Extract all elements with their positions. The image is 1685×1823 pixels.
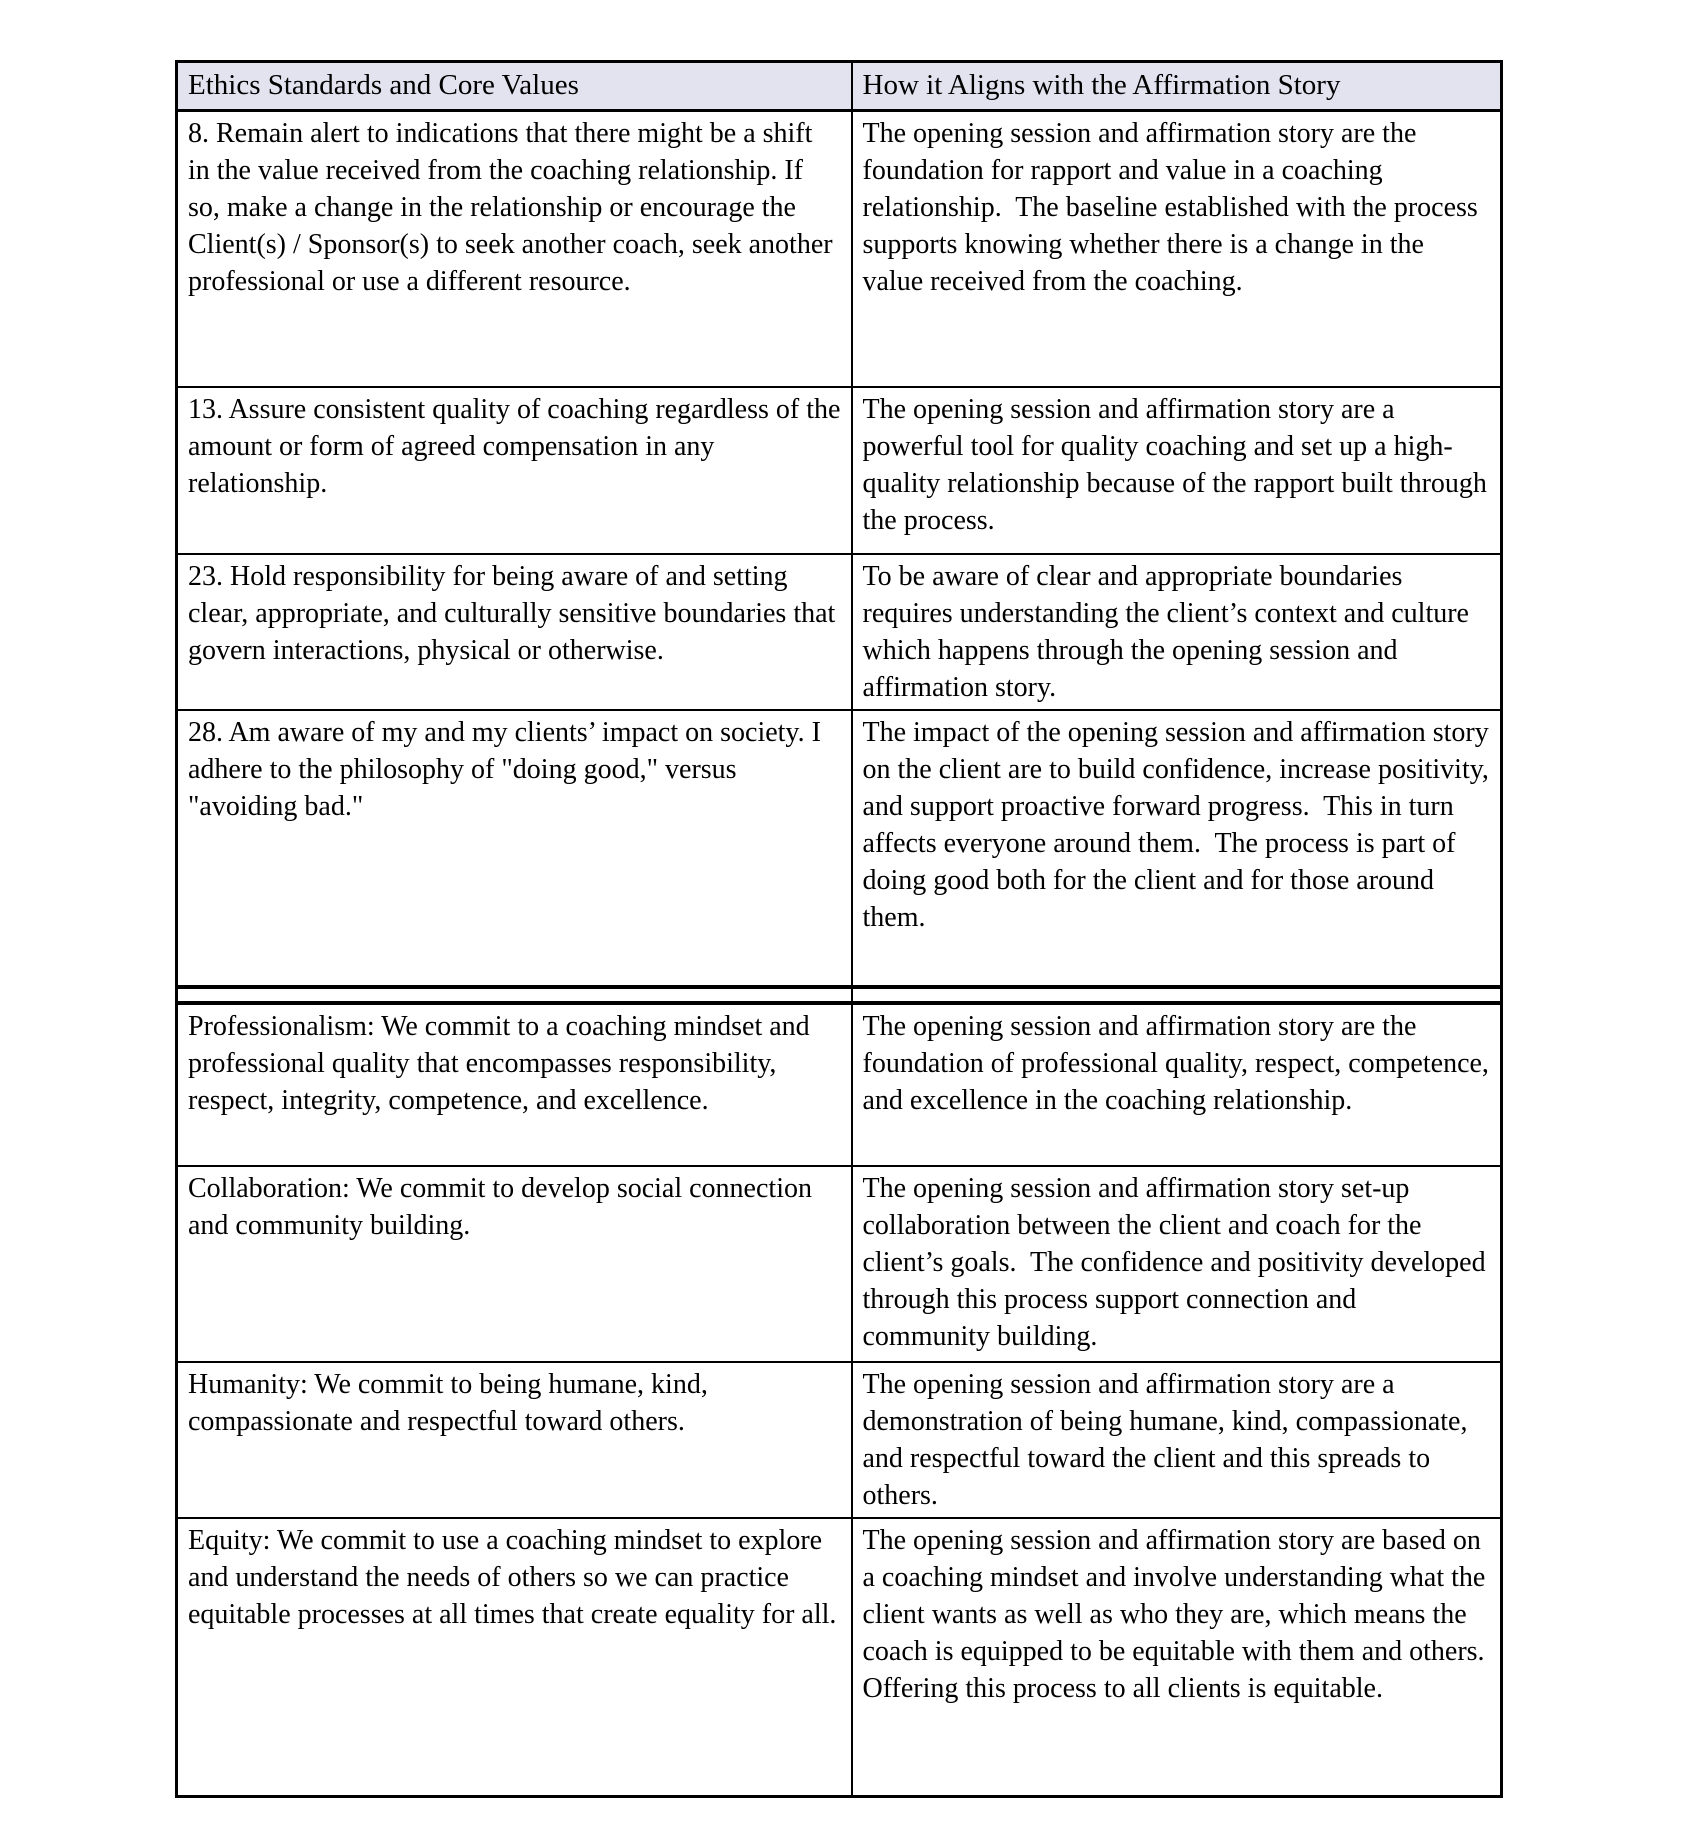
- alignment-cell: The opening session and affirmation story are a demonstration of being humane, kind, compassionate, and respectful toward the client and this spreads to others.: [852, 1362, 1502, 1518]
- alignment-cell: The opening session and affirmation story are based on a coaching mindset and involve understanding what the client wants as well as who they are, which means the coach is equipped to be equitable with them and others. Offering this process to all clients is equitable.: [852, 1518, 1502, 1797]
- alignment-cell: The opening session and affirmation story set-up collaboration between the client and coach for the client’s goals. The confidence and positivity developed through this process support connection and community building.: [852, 1166, 1502, 1362]
- alignment-cell: To be aware of clear and appropriate boundaries requires understanding the client’s context and culture which happens through the opening session and affirmation story.: [852, 554, 1502, 710]
- table-row: [177, 1518, 1502, 1797]
- alignment-cell: The opening session and affirmation story are a powerful tool for quality coaching and set up a high-quality relationship because of the rapport built through the process.: [852, 387, 1502, 554]
- table-row: [177, 710, 1502, 987]
- alignment-cell: The opening session and affirmation story are the foundation for rapport and value in a coaching relationship. The baseline established with the process supports knowing whether there is a change in the value received from the coaching.: [852, 111, 1502, 388]
- alignment-cell: The opening session and affirmation story are the foundation of professional quality, respect, competence, and excellence in the coaching relationship.: [852, 1003, 1502, 1166]
- alignment-cell: The impact of the opening session and affirmation story on the client are to build confidence, increase positivity, and support proactive forward progress. This in turn affects everyone around them. The process is part of doing good both for the client and for those around them.: [852, 710, 1502, 987]
- ethics-standard-cell: 23. Hold responsibility for being aware of and setting clear, appropriate, and culturally sensitive boundaries that govern interactions, physical or otherwise.: [177, 554, 852, 710]
- core-value-cell: Professionalism: We commit to a coaching mindset and professional quality that encompasses responsibility, respect, integrity, competence, and excellence.: [177, 1003, 852, 1166]
- core-value-cell: Humanity: We commit to being humane, kind, compassionate and respectful toward others.: [177, 1362, 852, 1518]
- table-row: [177, 111, 1502, 388]
- table-row: [177, 554, 1502, 710]
- section-separator-cell: [852, 987, 1502, 1003]
- section-separator-row: [177, 987, 1502, 1003]
- table-row: [177, 1166, 1502, 1362]
- core-value-cell: Equity: We commit to use a coaching mindset to explore and understand the needs of others so we can practice equitable processes at all times that create equality for all.: [177, 1518, 852, 1797]
- table-row: [177, 1362, 1502, 1518]
- core-value-cell: Collaboration: We commit to develop social connection and community building.: [177, 1166, 852, 1362]
- column-header-alignment: How it Aligns with the Affirmation Story: [852, 62, 1502, 111]
- ethics-standard-cell: 28. Am aware of my and my clients’ impact on society. I adhere to the philosophy of "doing good," versus "avoiding bad.": [177, 710, 852, 987]
- table-row: [177, 1003, 1502, 1166]
- ethics-standard-cell: 13. Assure consistent quality of coaching regardless of the amount or form of agreed compensation in any relationship.: [177, 387, 852, 554]
- column-header-ethics-standards: Ethics Standards and Core Values: [177, 62, 852, 111]
- header-row: [177, 62, 1502, 111]
- ethics-alignment-table: [175, 60, 1503, 1798]
- table-row: [177, 387, 1502, 554]
- section-separator-cell: [177, 987, 852, 1003]
- ethics-standard-cell: 8. Remain alert to indications that there might be a shift in the value received from the coaching relationship. If so, make a change in the relationship or encourage the Client(s) / Sponsor(s) to seek another coach, seek another professional or use a different resource.: [177, 111, 852, 388]
